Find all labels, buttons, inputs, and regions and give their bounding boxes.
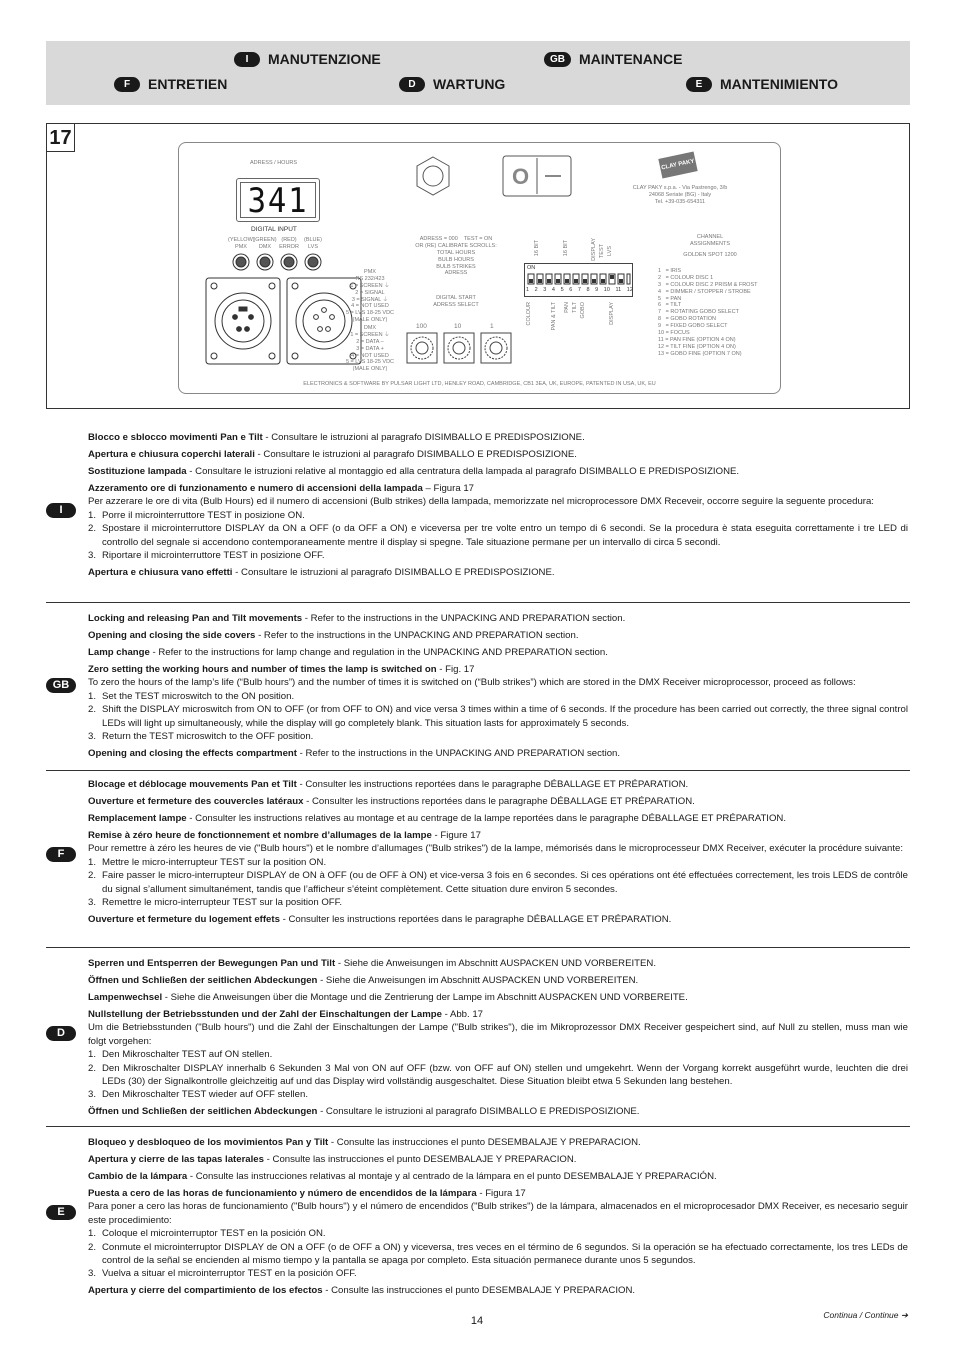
list-item: 3. Remettre le micro-interrupteur TEST sur la position OFF. xyxy=(88,897,343,909)
paragraph: Puesta a cero de las horas de funcionamiento y número de encendidos de la lámpara - Figura 17 xyxy=(88,1188,526,1199)
logo-text: CLAY PAKY xyxy=(660,158,696,172)
dip-switches xyxy=(527,273,631,285)
dip-bottom-label: PAN xyxy=(564,302,570,313)
paragraph: Apertura y cierre del compartimiento de los efectos - Consulte las instrucciones el punto DESEMBALAJE Y PREPARACION. xyxy=(88,1285,636,1297)
header-title-e xyxy=(686,76,838,92)
section-badge-d: D xyxy=(46,1026,76,1041)
dip-number: 2 xyxy=(534,287,538,293)
list-item: 2. Shift the DISPLAY microswitch from ON to OFF (or from OFF to ON) and vice versa 3 times within a time of 6 seconds. If the procedure has been carried out correctly, the three signal control LEDs will light up simultaneously, while the display will go completely blank. This situation lasts for approximately 5 seconds. xyxy=(88,704,908,729)
list-item: 3. Den Mikroschalter TEST wieder auf OFF stellen. xyxy=(88,1089,308,1101)
dip-bottom-label: GOBO xyxy=(580,302,586,319)
dip-top-label: 16 BIT xyxy=(563,240,569,257)
rotary-label-10: 10 xyxy=(454,323,462,330)
paragraph: Ouverture et fermeture du logement effets - Consulter les instructions reportées dans le paragraphe DÉBALLAGE ET PRÉPARATION. xyxy=(88,914,672,926)
dip-top-label: TEST xyxy=(599,244,605,259)
list-item: 3. Return the TEST microswitch to the OFF position. xyxy=(88,731,314,743)
dip-number: 11 xyxy=(615,287,622,293)
section-e xyxy=(88,1136,908,1301)
paragraph: Blocco e sblocco movimenti Pan e Tilt - Consultare le istruzioni al paragrafo DISIMBALLO E PREDISPOSIZIONE. xyxy=(88,432,585,443)
list-item: 2. Faire passer le micro-interrupteur DISPLAY de ON à OFF (ou de OFF à ON) et vice-versa 3 fois en 6 secondes. Si ces opérations ont été effectuées correctement, les trois LEDS de contrôle du signal s’allument simultanément, tandis que l’afficheur s’éteint complètement. Cette situation dure environ 5 secondes. xyxy=(88,870,908,895)
dip-numbers xyxy=(526,287,633,294)
led-label-error: (RED) ERROR xyxy=(279,237,299,250)
rotary-label-1: 1 xyxy=(490,323,494,330)
list-item: 2. Den Mikroschalter DISPLAY innerhalb 6 Sekunden 3 Mal von ON auf OFF (bzw. von OFF auf ON) stellen und umgekehrt. Wenn der Vorgang korrekt ausgeführt wurde, leuchten die drei LEDs (30) der Signalkontrolle gleichzeitig auf und das Display wird vollständig ausgeschaltet. Diese Situation bleibt etwa 5 Sekunden lang bestehen. xyxy=(88,1062,908,1088)
list-item: 2. Spostare il microinterruttore DISPLAY da ON a OFF (o da OFF a ON) e viceversa per tre volte entro un tempo di 6 secondi. Se la procedura è stata eseguita correttamente i tre LED di controllo del segnale si accendono contemporaneamente mentre il display si spegne. Tale situazione permane per un intervallo di circa 5 secondi. xyxy=(88,523,908,548)
paragraph: Apertura y cierre de las tapas laterales - Consulte las instrucciones el punto DESEMBALAJE Y PREPARACION. xyxy=(88,1154,577,1165)
dip-number: 5 xyxy=(560,287,564,293)
paragraph: Opening and closing the side covers - Refer to the instructions in the UNPACKING AND PREPARATION section. xyxy=(88,630,579,641)
section-gb xyxy=(88,612,908,764)
header-title-f xyxy=(114,76,227,92)
lang-badge-e: E xyxy=(686,77,712,92)
led-label-lvs: (BLUE) LVS xyxy=(303,237,323,250)
paragraph: Remplacement lampe - Consulter les instructions relatives au montage et au centrage de la lampe reportées dans le paragraphe DÉBALLAGE ET PRÉPARATION. xyxy=(88,813,787,824)
paragraph: Opening and closing the effects compartment - Refer to the instructions in the UNPACKING AND PREPARATION section. xyxy=(88,748,621,760)
display-frame xyxy=(236,178,320,222)
lang-badge-d: D xyxy=(399,77,425,92)
dip-number: 6 xyxy=(569,287,573,293)
header-title-text: MANTENIMIENTO xyxy=(720,76,838,92)
header-title-gb xyxy=(544,51,682,67)
section-badge-f: F xyxy=(46,847,76,862)
address-info: ADRESS = 000 TEST = ON OR (RE) CALIBRATE SCROLLS: TOTAL HOURS BULB HOURS BULB STRIKES ADRESS xyxy=(415,236,497,277)
header-title-d xyxy=(399,76,505,92)
list-item: 1. Den Mikroschalter TEST auf ON stellen. xyxy=(88,1049,273,1061)
section-badge-e: E xyxy=(46,1205,76,1220)
header-title-it xyxy=(234,51,381,67)
paragraph: Öffnen und Schließen der seitlichen Abdeckungen - Siehe die Anweisungen im Abschnitt AUSPACKEN UND VORBEREITEN. xyxy=(88,975,639,986)
paragraph: Sostituzione lampada - Consultare le istruzioni relative al montaggio ed alla centratura della lampada al paragrafo DISIMBALLO E PREDISPOSIZIONE. xyxy=(88,466,740,477)
paragraph: Blocage et déblocage mouvements Pan et Tilt - Consulter les instructions reportées dans le paragraphe DÉBALLAGE ET PRÉPARATION. xyxy=(88,779,689,790)
dip-bottom-label: DISPLAY xyxy=(609,302,615,325)
status-leds xyxy=(229,251,329,273)
lang-badge-gb: GB xyxy=(544,52,571,67)
dip-number: 10 xyxy=(603,287,610,293)
header-band xyxy=(46,41,910,105)
paragraph: Locking and releasing Pan and Tilt movements - Refer to the instructions in the UNPACKING AND PREPARATION section. xyxy=(88,613,626,624)
steps-list xyxy=(88,1048,908,1102)
header-title-text: WARTUNG xyxy=(433,76,506,92)
intro-text: Per azzerare le ore di vita (Bulb Hours) ed il numero di accensioni (Bulb strikes) della lampada, memorizzate nel microprocessore DMX Receveir, occorre seguire la seguente procedura: xyxy=(88,496,874,508)
dip-number: 3 xyxy=(543,287,547,293)
list-item: 3. Vuelva a situar el microinterruptor TEST en la posición OFF. xyxy=(88,1268,357,1280)
paragraph: Nullstellung der Betriebsstunden und der Zahl der Einschaltungen der Lampe - Abb. 17 xyxy=(88,1009,484,1020)
paragraph: Azzeramento ore di funzionamento e numero di accensioni della lampada – Figura 17 xyxy=(88,483,474,494)
paragraph: Remise à zéro heure de fonctionnement et nombre d’allumages de la lampe - Figure 17 xyxy=(88,830,481,841)
section-d xyxy=(88,957,908,1122)
paragraph: Öffnen und Schließen der seitlichen Abdeckungen - Consultare le istruzioni al paragrafo DISIMBALLO E PREDISPOSIZIONE. xyxy=(88,1106,640,1118)
xlr-connectors xyxy=(205,277,365,367)
intro-text: Pour remettre à zéro les heures de vie ("Bulb hours") et le nombre d’allumages ("Bulb strikes") de la lampe, mémorisés dans le microprocesseur DMX Receiver, exécuter la procédure suivante: xyxy=(88,843,904,855)
divider xyxy=(46,1126,910,1127)
display-readout: 341 xyxy=(247,181,309,221)
lang-badge-it: I xyxy=(234,52,260,67)
figure-17 xyxy=(46,123,910,409)
section-badge-gb: GB xyxy=(46,678,76,693)
rotary-label-100: 100 xyxy=(416,323,427,330)
dip-bottom-label: PAN & TILT xyxy=(551,302,557,331)
steps-list xyxy=(88,856,908,910)
dip-number: 7 xyxy=(577,287,581,293)
clay-paky-logo xyxy=(658,151,697,178)
section-badge-it: I xyxy=(46,503,76,518)
pmx-pinout: PMX RS 232/423 1 = SCREEN ⏚ 2 = SIGNAL 3 = SIGNAL ⏚ 4 = NOT USED 5 = LVS 18-25 VDC (MALE ONLY) xyxy=(345,269,395,324)
divider xyxy=(46,602,910,603)
steps-list xyxy=(88,1227,908,1281)
power-switch-area xyxy=(409,153,579,203)
paragraph: Zero setting the working hours and number of times the lamp is switched on - Fig. 17 xyxy=(88,664,475,675)
list-item: 1. Coloque el microinterruptor TEST en la posición ON. xyxy=(88,1228,326,1240)
channel-title: CHANNEL ASSIGNMENTS xyxy=(689,234,731,247)
divider xyxy=(46,770,910,771)
header-title-text: MAINTENANCE xyxy=(579,51,683,67)
steps-list xyxy=(88,509,908,563)
dmx-pinout: DMX 1 = SCREEN ⏚ 2 = DATA – 3 = DATA + 4 = NOT USED 5 = LVS 18-25 VDC (MALE ONLY) xyxy=(345,325,395,373)
dip-top-label: 16 BIT xyxy=(534,240,540,257)
panel-footer: ELECTRONICS & SOFTWARE BY PULSAR LIGHT LTD, HENLEY ROAD, CAMBRIDGE, CB1 3EA, UK, EUROPE, PATENTED IN USA, UK, EU xyxy=(303,381,656,387)
dip-number: 8 xyxy=(586,287,590,293)
paragraph: Ouverture et fermeture des couvercles latéraux - Consulter les instructions reportées dans le paragraphe DÉBALLAGE ET PRÉPARATION. xyxy=(88,796,695,807)
model-name: GOLDEN SPOT 1200 xyxy=(683,252,737,258)
display-label: ADRESS / HOURS xyxy=(250,160,298,166)
figure-number: 17 xyxy=(47,124,75,152)
list-item: 3. Riportare il microinterruttore TEST in posizione OFF. xyxy=(88,550,325,562)
list-item: 1. Mettre le micro-interrupteur TEST sur la position ON. xyxy=(88,856,327,868)
divider xyxy=(46,947,910,948)
paragraph: Apertura e chiusura vano effetti - Consultare le istruzioni al paragrafo DISIMBALLO E PREDISPOSIZIONE. xyxy=(88,567,555,579)
control-panel-drawing xyxy=(178,142,781,394)
paragraph: Lampenwechsel - Siehe die Anweisungen über die Montage und die Zentrierung der Lampe im Abschnitt AUSPACKEN UND VORBEREITE. xyxy=(88,992,688,1003)
dip-number: 4 xyxy=(551,287,555,293)
dip-on-label: ON xyxy=(527,265,536,271)
dip-bottom-label: TILT xyxy=(572,302,578,313)
company-address: CLAY PAKY s.p.a. - Via Pastrengo, 3/b 24068 Seriate (BG) - Italy Tel. +39-035-654311 xyxy=(632,185,728,205)
intro-text: Para poner a cero las horas de funcionamiento ("Bulb hours") y el número de encendidos ("Bulb strikes") de la lámpara, almacenados en el microprocesador DMX Receiver, es necesario seguir este procedimiento: xyxy=(88,1201,908,1226)
digital-start-label: DIGITAL START ADRESS SELECT xyxy=(433,295,479,308)
dip-number: 1 xyxy=(526,287,530,293)
section-it xyxy=(88,431,908,583)
led-label-pmx: (YELLOW) PMX xyxy=(228,237,255,250)
dip-number: 12 xyxy=(626,287,633,293)
list-item: 2. Conmute el microinterruptor DISPLAY de ON a OFF (o de OFF a ON) y viceversa, tres veces en el término de 6 segundos. Si la operación se ha efectuado correctamente, los tres LEDs de control de la señal se encienden al mismo tiempo y la pantalla se apaga por completo. Esta situación permanece durante unos 5 segundos. xyxy=(88,1241,908,1267)
rotary-switches xyxy=(405,331,515,367)
intro-text: To zero the hours of the lamp’s life (“Bulb hours”) and the number of times it is switched on (“Bulb strikes”) which are stored in the DMX Receiver microprocessor, proceed as follows: xyxy=(88,677,856,689)
led-label-dmx: (GREEN) DMX xyxy=(253,237,277,250)
dip-switch-block xyxy=(524,263,633,297)
channel-list: 1 = IRIS 2 = COLOUR DISC 1 3 = COLOUR DISC 2 PRISM & FROST 4 = DIMMER / STOPPER / STROBE 5 = PAN 6 = TILT 7 = ROTATING GOBO SELECT 8 = GOBO ROTATION 9 = FIXED GOBO SELECT 10 = FOCUS 11 = PAN FINE (OPTION 4 ON) 12 = TILT FINE (OPTION 4 ON) 13 = GOBO FINE (OPTION 7 ON) xyxy=(658,268,758,357)
switch-off-glyph: O xyxy=(512,164,530,189)
paragraph: Cambio de la lámpara - Consulte las instrucciones relativas al montaje y al centrado de la lámpara en el punto DESEMBALAJE Y PREPARACIÓN. xyxy=(88,1171,717,1182)
continue-link[interactable]: Continua / Continue ➔ xyxy=(823,1310,908,1320)
page-number: 14 xyxy=(470,1315,484,1327)
dip-bottom-label: COLOUR xyxy=(526,302,532,326)
dip-top-label: LVS xyxy=(607,246,613,256)
dip-top-label: DISPLAY xyxy=(591,238,597,261)
steps-list xyxy=(88,690,908,744)
header-title-text: MANUTENZIONE xyxy=(268,51,381,67)
paragraph: Sperren und Entsperren der Bewegungen Pan und Tilt - Siehe die Anweisungen im Abschnitt AUSPACKEN UND VORBEREITEN. xyxy=(88,958,656,969)
lang-badge-f: F xyxy=(114,77,140,92)
paragraph: Lamp change - Refer to the instructions for lamp change and regulation in the UNPACKING AND PREPARATION section. xyxy=(88,647,608,658)
paragraph: Bloqueo y desbloqueo de los movimientos Pan y Tilt - Consulte las instrucciones el punto DESEMBALAJE Y PREPARACION. xyxy=(88,1137,641,1148)
dip-number: 9 xyxy=(595,287,599,293)
digital-input-label: DIGITAL INPUT xyxy=(251,226,297,233)
intro-text: Um die Betriebsstunden ("Bulb hours") und die Zahl der Einschaltungen der Lampe ("Bulb strikes"), die im Mikroprozessor DMX Receiver gespeichert sind, auf Null zu stellen, muss man wie folgt vorgehen: xyxy=(88,1022,908,1047)
list-item: 1. Set the TEST microswitch to the ON position. xyxy=(88,690,295,702)
list-item: 1. Porre il microinterruttore TEST in posizione ON. xyxy=(88,509,305,521)
section-f xyxy=(88,778,908,930)
paragraph: Apertura e chiusura coperchi laterali - Consultare le istruzioni al paragrafo DISIMBALLO E PREDISPOSIZIONE. xyxy=(88,449,577,460)
header-title-text: ENTRETIEN xyxy=(148,76,228,92)
